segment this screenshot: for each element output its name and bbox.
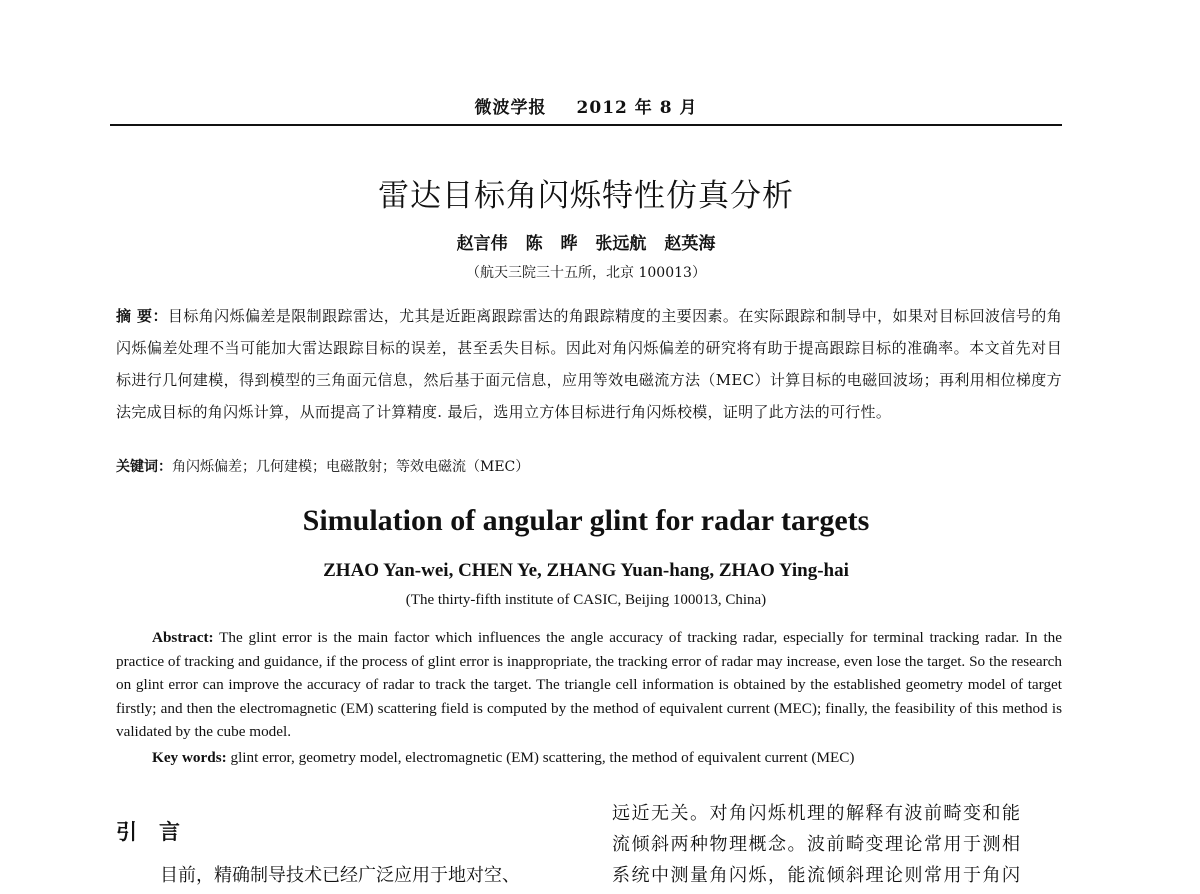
chinese-title: 雷达目标角闪烁特性仿真分析 [378,178,794,214]
chinese-authors: 赵言伟 陈 晔 张远航 赵英海 [456,234,716,254]
english-authors: ZHAO Yan-wei, CHEN Ye, ZHANG Yuan-hang, ZHAO Ying-hai [323,560,849,581]
journal-name: 微波学报 [474,98,547,118]
chinese-abstract-label: 摘 要： [116,307,168,325]
left-column-text: 目前，精确制导技术已经广泛应用于地对空、 [160,865,520,886]
chinese-keywords-label: 关键词： [116,459,172,475]
right-column-line: 系统中测量角闪烁，能流倾斜理论则常用于角闪 [612,865,1022,886]
right-column [612,798,1064,891]
english-affiliation: (The thirty-fifth institute of CASIC, Beijing 100013, China) [405,592,767,608]
chinese-abstract [116,300,1062,428]
english-title: Simulation of angular glint for radar targets [302,504,870,537]
right-column-line: 流倾斜两种物理概念。波前畸变理论常用于测相 [612,834,1022,855]
issue-date: 2012 年 8 月 [576,98,698,118]
right-column-line: 远近无关。对角闪烁机理的解释有波前畸变和能 [612,803,1022,824]
chinese-abstract-text: 目标角闪烁偏差是限制跟踪雷达，尤其是近距离跟踪雷达的角跟踪精度的主要因素。在实际跟踪和制导中，如果对目标回波信号的角闪烁偏差处理不当可能加大雷达跟踪目标的误差，甚至丢失目标。因此对角闪烁偏差的研究将有助于提高跟踪目标的准确率。本文首先对目标进行几何建模，得到模型的三角面元信息，然后基于面元信息，应用等效电磁流方法（MEC）计算目标的电磁回波场；再利用相位梯度方法完成目标的角闪烁计算，从而提高了计算精度. 最后，选用立方体目标进行角闪烁校模，证明了此方法的可行性。 [116,307,1062,421]
chinese-keywords [116,456,1062,478]
english-keywords-label: Key words: [152,749,227,766]
english-keywords [152,746,1062,769]
header-rule [110,124,1062,126]
running-header [110,93,1062,118]
english-abstract-label: Abstract: [152,629,214,646]
english-abstract [116,626,1062,744]
chinese-affiliation: （航天三院三十五所，北京 100013） [466,265,706,281]
english-keywords-text: glint error, geometry model, electromagnetic (EM) scattering, the method of equivalent current (MEC) [226,749,855,766]
section-heading-introduction: 引言 [116,820,202,844]
english-abstract-text: The glint error is the main factor which influences the angle accuracy of tracking radar, especially for terminal tracking radar. In the practice of tracking and guidance, if the process of glint error is inappropriate, the tracking error of radar may increase, even lose the target. So the research on glint error can improve the accuracy of radar to track the target. The triangle cell information is obtained by the established geometry model of target firstly; and then the electromagnetic (EM) scattering field is computed by the method of equivalent current (MEC); finally, the feasibility of this method is validated by the cube model. [116,629,1062,740]
chinese-keywords-text: 角闪烁偏差；几何建模；电磁散射；等效电磁流（MEC） [172,459,530,475]
